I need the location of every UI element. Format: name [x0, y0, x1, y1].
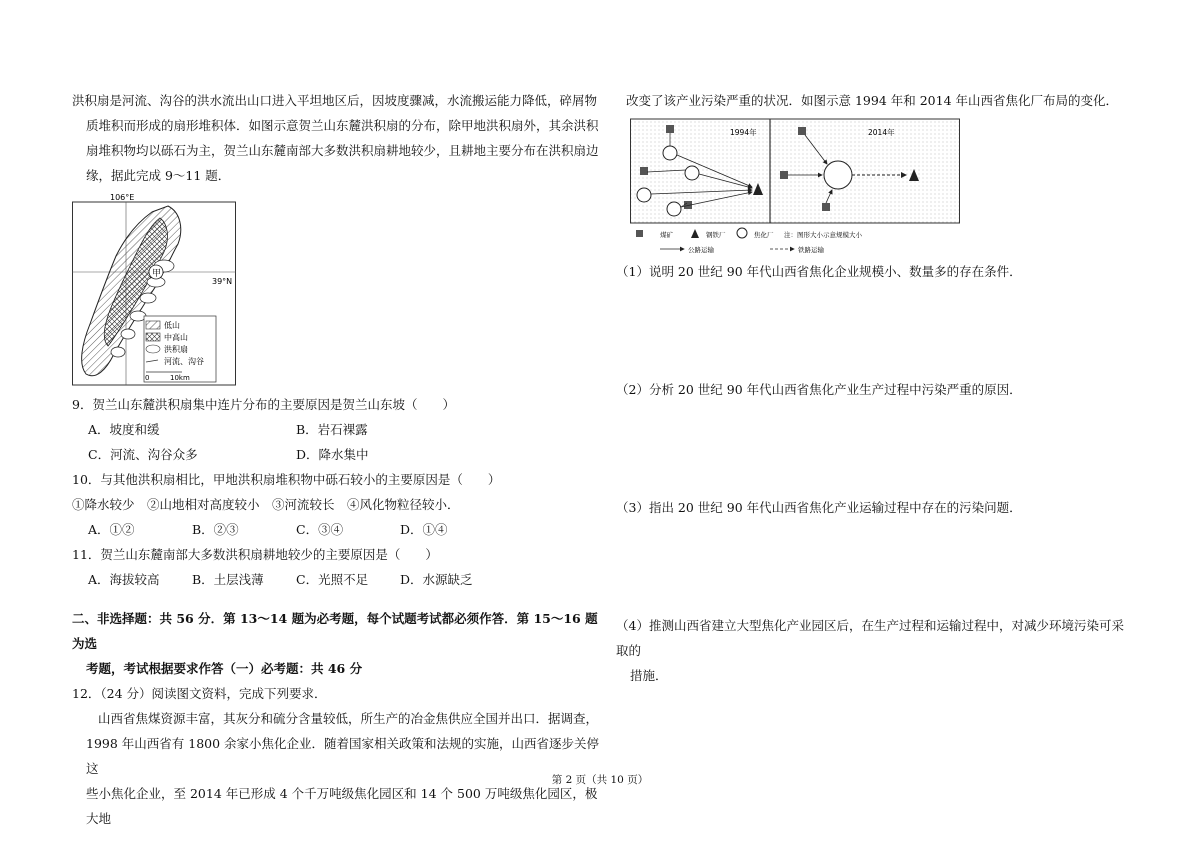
q10-stem: 10．与其他洪积扇相比，甲地洪积扇堆积物中砾石较小的主要原因是（ ）	[72, 472, 501, 487]
intro-line-4: 缘，据此完成 9～11 题．	[86, 168, 231, 183]
legend-coking: 焦化厂	[754, 231, 774, 239]
scale-10km: 10km	[170, 374, 190, 382]
place-label-jia: 甲	[152, 269, 162, 279]
intro-line-1: 洪积扇是河流、沟谷的洪水流出山口进入平坦地区后，因坡度骤减，水流搬运能力降低，碎屑物	[72, 93, 598, 108]
coal-mine-1994-b	[640, 167, 648, 175]
legend-river: 河流、沟谷	[164, 357, 204, 366]
coking-plant-2014	[824, 161, 852, 189]
q9-options-row2	[88, 442, 604, 467]
q9-stem: 9．贺兰山东麓洪积扇集中连片分布的主要原因是贺兰山东坡（ ）	[72, 397, 455, 412]
q12-para-1: 山西省焦煤资源丰富，其灰分和硫分含量较低，所生产的冶金焦供应全国并出口．据调查，	[98, 711, 599, 726]
legend-fan: 洪积扇	[164, 345, 188, 354]
legend-swatch-fan	[146, 345, 160, 353]
legend-steel-swatch	[691, 229, 699, 238]
q12-stem: 12．（24 分）阅读图文资料，完成下列要求．	[72, 686, 327, 701]
q11-option-a: A．海拔较高	[88, 572, 160, 587]
panel-1994-label: 1994年	[730, 128, 757, 137]
coal-mine-2014-c	[822, 203, 830, 211]
q11-option-c: C．光照不足	[296, 572, 369, 587]
q9-option-b: B．岩石裸露	[296, 422, 368, 437]
q10-option-a: A．①②	[88, 522, 135, 537]
q12-sub-4-line-2: 措施．	[630, 668, 668, 683]
legend-coal: 煤矿	[660, 231, 673, 239]
legend-swatch-high	[146, 333, 160, 341]
coking-plant-1994-b	[685, 166, 699, 180]
section2-heading-1: 二、非选择题：共 56 分．第 13～14 题为必考题，每个试题考试都必须作答．第 15～16 题为选	[72, 611, 598, 651]
q10-options	[88, 517, 604, 542]
latitude-label: 39°N	[212, 277, 233, 286]
q9-options-row1	[88, 417, 604, 442]
legend-steel: 钢铁厂	[706, 231, 726, 239]
coking-plant-1994-d	[667, 202, 681, 216]
intro-line-2: 质堆积而形成的扇形堆积体．如图示意贺兰山东麓洪积扇的分布，除甲地洪积扇外，其余洪积	[86, 118, 599, 133]
q10-option-c: C．③④	[296, 522, 344, 537]
legend-coal-swatch	[636, 230, 643, 237]
figure-legend	[636, 228, 863, 254]
page-footer: 第 2 页（共 10 页）	[551, 774, 649, 786]
coking-plant-1994-c	[637, 188, 651, 202]
legend-swatch-low	[146, 321, 160, 329]
intro-line-3: 扇堆积物均以砾石为主，贺兰山东麓南部大多数洪积扇耕地较少，且耕地主要分布在洪积扇边	[86, 143, 599, 158]
coking-figure-svg	[630, 117, 960, 255]
legend-road: 公路运输	[688, 246, 714, 254]
q12-sub-3: （3）指出 20 世纪 90 年代山西省焦化产业运输过程中存在的污染问题．	[616, 500, 1022, 515]
legend-coking-swatch	[737, 228, 747, 238]
q12-sub-1: （1）说明 20 世纪 90 年代山西省焦化企业规模小、数量多的存在条件．	[616, 264, 1022, 279]
coal-mine-1994-a	[666, 125, 674, 133]
legend-low: 低山	[164, 321, 180, 330]
section2-heading-2: 考题，考试根据要求作答（一）必考题：共 46 分	[86, 661, 363, 676]
coking-plant-1994-a	[663, 146, 677, 160]
coking-layout-figure	[630, 117, 960, 255]
coal-mine-2014-a	[798, 127, 806, 135]
q10-facts: ①降水较少 ②山地相对高度较小 ③河流较长 ④风化物粒径较小．	[72, 497, 460, 512]
q12-sub-2: （2）分析 20 世纪 90 年代山西省焦化产业生产过程中污染严重的原因．	[616, 382, 1022, 397]
q12-sub-4-line-1: （4）推测山西省建立大型焦化产业园区后，在生产过程和运输过程中，对减少环境污染可采取的	[616, 618, 1124, 658]
right-column	[616, 88, 1136, 688]
longitude-label: 106°E	[110, 194, 135, 202]
coal-mine-2014-b	[780, 171, 788, 179]
legend-note: 注：图形大小示意规模大小	[784, 231, 862, 239]
map-legend	[144, 316, 216, 382]
q12-para-3: 些小焦化企业，至 2014 年已形成 4 个千万吨级焦化园区和 14 个 500 万吨级焦化园区，极大地	[86, 786, 598, 826]
q11-stem: 11．贺兰山东麓南部大多数洪积扇耕地较少的主要原因是（ ）	[72, 547, 438, 562]
q11-option-d: D．水源缺乏	[400, 572, 473, 587]
q12-para-2: 1998 年山西省有 1800 余家小焦化企业．随着国家相关政策和法规的实施，山西省逐步关停这	[86, 736, 600, 776]
q10-option-d: D．①④	[400, 522, 448, 537]
scale-zero: 0	[145, 374, 150, 382]
q9-option-c: C．河流、沟谷众多	[88, 447, 198, 462]
q9-option-d: D．降水集中	[296, 447, 369, 462]
q11-option-b: B．土层浅薄	[192, 572, 264, 587]
q9-option-a: A．坡度和缓	[88, 422, 160, 437]
panel-2014-label: 2014年	[868, 128, 895, 137]
q11-options	[88, 567, 604, 592]
legend-high: 中高山	[164, 333, 188, 342]
alluvial-fan-map	[72, 194, 236, 386]
q10-option-b: B．②③	[192, 522, 239, 537]
q12-para-continued: 改变了该产业污染严重的状况．如图示意 1994 年和 2014 年山西省焦化厂布局的变化．	[626, 93, 1119, 108]
left-column	[72, 88, 604, 831]
legend-rail: 铁路运输	[798, 246, 824, 254]
map-svg	[72, 194, 236, 386]
